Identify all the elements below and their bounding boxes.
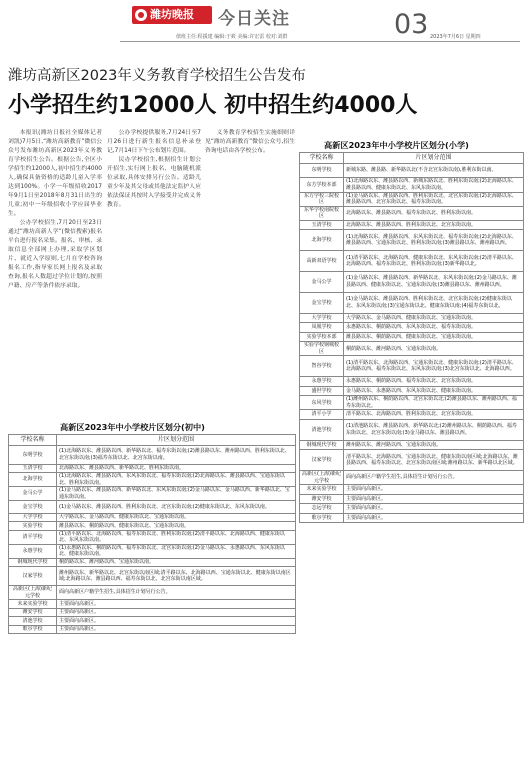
district-range-cell: 大学路以东、金马路以西、健康东街以北、宝通东街以南。: [57, 513, 296, 522]
table-row: [300, 419, 524, 440]
table-row: [300, 313, 524, 323]
district-range-cell: (1)金马路以东、潍县路以西、胜利东街以北、北宫东街以南;(2)北海路以东、潍县路以西、北宫东街以北、福寿东街以南。: [344, 192, 524, 206]
page-number: 03: [394, 9, 429, 40]
article-column-3: [205, 129, 295, 419]
district-range-cell: (1)北海路以东、潍县路以西、新城东路以北、胜利东街以南;(2)北海路以东、潍县路以西、健康东街以北、东风东街以南。: [344, 178, 524, 192]
district-range-cell: 新城东路、潍县路、新华路以北(不含北宫东街以南),胜利东街以南。: [344, 164, 524, 178]
district-range-cell: 潍县路以东、桐荫路以西、健康东街以北、宝通东街以南。: [344, 332, 524, 342]
district-range-cell: 面向高新区户籍学生招生,具体招生计划另行公告。: [344, 471, 524, 485]
table-row: [300, 323, 524, 333]
school-name-cell: 东方学校三院校区: [300, 192, 344, 206]
school-name-cell: 志远学校: [300, 504, 344, 514]
school-name-cell: 金马公学: [9, 487, 57, 501]
table-row: [9, 567, 296, 586]
district-range-cell: 主要面向高新区。: [57, 617, 296, 626]
table-header-row: [9, 435, 296, 446]
table-row: [300, 332, 524, 342]
district-range-cell: (1)永惠路以东、桐荫路以西、福寿东街以北、北宫东街以南;(2)金马路以东、永惠路以西、东风东街以北、健康东街以南。: [57, 544, 296, 558]
school-name-cell: 歌尔学校: [300, 513, 344, 523]
table-header-school: 学校名称: [9, 435, 57, 446]
table-row: [300, 292, 524, 313]
primary-school-table-title: 高新区2023年中小学校片区划分(小学): [324, 140, 469, 150]
table-row: [300, 513, 524, 523]
district-range-cell: (1)潍州路以东、桐荫路以西、北宫东街以北;(2)潍县路以东、潍州路以西、福寿东街以北。: [344, 396, 524, 410]
district-range-cell: (1)金马路以东、潍县路以西、胜利东街以北、北宫东街以南;(2)健康东街以北、东风东街以南;(3)宝通东街以北、健康东街以南;(4)福寿东街以北。: [344, 292, 524, 313]
masthead: [0, 0, 530, 40]
table-row: [300, 485, 524, 495]
table-row: [300, 356, 524, 377]
table-row: [9, 600, 296, 609]
article-column-2: [107, 129, 201, 419]
school-name-cell: 高新区(上海)新纪元学校: [9, 586, 57, 600]
district-range-cell: (1)清平路以东、北海路以西、健康东街以北、东风东街以南;(2)清平路以东、北海路以西、福寿东街以北、胜利东街以南;(3)新华路以北。: [344, 251, 524, 272]
table-row: [9, 530, 296, 544]
school-name-cell: 大学学校: [9, 513, 57, 522]
table-row: [300, 377, 524, 387]
table-row: [300, 440, 524, 450]
table-row: [300, 220, 524, 230]
table-row: [9, 544, 296, 558]
table-row: [300, 272, 524, 293]
table-row: [9, 617, 296, 626]
table-row: [300, 230, 524, 251]
district-range-cell: 主要面向高新区。: [57, 608, 296, 617]
district-range-cell: (1)金马路以东、潍县路以西、新华路以北、东风东街以南;(2)金马路以东、潍县路以西、健康东街以北、宝通东街以南;(3)潍县路以东、潍州路以西。: [344, 272, 524, 293]
table-row: [9, 446, 296, 465]
article-paragraph: 公办学校招生,7月20日至23日通过“潍坊高新人学”(微信搜索)报名平台进行报名采集。报名、审核、录取信息全部网上办理,采取学区划片、就近入学原则,七月在学校咨询报名工作,指导家长网上报名及录取查询,报名人数超过学位计划的,按照户籍、房产等条件依序录取。: [8, 220, 102, 289]
table-row: [300, 386, 524, 396]
table-row: [9, 586, 296, 600]
date-line: 2023年7月6日 星期四: [430, 34, 481, 40]
district-range-cell: 永惠路以东、桐荫路以西、东风东街以北、福寿东街以南。: [344, 323, 524, 333]
school-name-cell: 潍安学校: [9, 608, 57, 617]
headline-subtitle: 潍坊高新区2023年义务教育学校招生公告发布: [8, 68, 306, 84]
school-name-cell: 潍安学校: [300, 494, 344, 504]
school-name-cell: 智谷学校: [300, 356, 344, 377]
middle-school-district-table: [8, 434, 296, 634]
school-name-cell: 高新区(上海)新纪元学校: [300, 471, 344, 485]
school-name-cell: 钢城现代学校: [9, 558, 57, 567]
district-range-cell: (1)清池路以东、潍县路以西、新华路以北;(2)潍州路以东、桐荫路以西、福寿东街以北、北宫东街以南;(3)金马路以东、潍县路以西。: [344, 419, 524, 440]
school-name-cell: 实验学校本部: [300, 332, 344, 342]
district-range-cell: 主要面向高新区。: [344, 513, 524, 523]
headline-main: 小学招生约12000人 初中招生约4000人: [8, 93, 418, 118]
district-range-cell: 主要面向高新区。: [57, 625, 296, 634]
district-range-cell: 桐荫路以东、潍河路以西、宝通东街以南。: [57, 558, 296, 567]
district-range-cell: (1)北海路以东、潍县路以西、东风东街以北、福寿东街以南;(2)北海路以东、潍县路以西、宝通东街以北、胜利东街以南。: [57, 473, 296, 487]
school-name-cell: 北海学校: [300, 230, 344, 251]
school-name-cell: 汉家学校: [300, 450, 344, 471]
district-range-cell: (1)北海路以东、潍县路以西、新华路以北、福寿东街以南;(2)潍县路以东、潍州路以西、胜利东街以北、北宫东街以南;(3)福寿东街以北、北宫东街以南。: [57, 446, 296, 465]
table-row: [9, 522, 296, 531]
school-name-cell: 汉家学校: [9, 567, 57, 586]
district-range-cell: 北海路以东、潍县路以西、新华路以北、胜利东街以南。: [57, 464, 296, 473]
table-row: [300, 471, 524, 485]
table-row: [300, 396, 524, 410]
article-paragraph: 本报讯(潍坊日报社全媒体记者刘凯)7月5日,“潍坊高新教育”微信公众号发布潍坊高新区2023年义务教育学校招生公告。根据公告,全区小学招生约12000人,初中招生约4000人,确保具备资格的适龄儿童入学率达到100%。小学一年级招收2017年9月1日至2018年8月31日出生的儿童;初中一年级招收小学应届毕业生。: [8, 130, 102, 217]
school-name-cell: 金马公学: [300, 272, 344, 293]
header-rule: [120, 41, 520, 42]
school-name-cell: 实验学校: [9, 522, 57, 531]
table-row: [9, 464, 296, 473]
district-range-cell: 北海路以东、潍县路以西、胜利东街以北、北宫东街以南。: [344, 220, 524, 230]
district-range-cell: 大学路以东、金马路以西、健康东街以北、宝通东街以南。: [344, 313, 524, 323]
table-row: [9, 625, 296, 634]
table-row: [300, 192, 524, 206]
district-range-cell: 北海路以东、潍县路以西、福寿东街以北、胜利东街以南。: [344, 206, 524, 220]
school-name-cell: 东明学校: [9, 446, 57, 465]
district-range-cell: 潍县路以东、桐荫路以西、健康东街以北、宝通东街以南。: [57, 522, 296, 531]
school-name-cell: 实验学校钢城校区: [300, 342, 344, 356]
table-row: [9, 558, 296, 567]
school-name-cell: 盛世学校: [300, 386, 344, 396]
district-range-cell: 桐荫路以东、潍河路以西、宝通东街以南。: [344, 342, 524, 356]
district-range-cell: 主要面向高新区。: [344, 494, 524, 504]
school-name-cell: 东华学校南院校区: [300, 206, 344, 220]
section-title: 今日关注: [218, 9, 290, 29]
school-name-cell: 金宝学校: [300, 292, 344, 313]
table-row: [9, 487, 296, 501]
district-range-cell: 面向高新区户籍学生招生,具体招生计划另行公告。: [57, 586, 296, 600]
school-name-cell: 玉清学校: [9, 464, 57, 473]
school-name-cell: 凤凰学校: [300, 323, 344, 333]
school-name-cell: 高新双语学校: [300, 251, 344, 272]
district-range-cell: (1)清平路以东、北海路以西、宝通东街以北、健康东街以南;(2)清平路以东、北海路以西、福寿东街以北、东风东街以南;(3)北宫东街以北、北海路以西。: [344, 356, 524, 377]
school-name-cell: 大学学校: [300, 313, 344, 323]
district-range-cell: 清平路以东、北海路以西、胜利东街以北、北宫东街以南。: [344, 410, 524, 420]
table-row: [300, 342, 524, 356]
school-name-cell: 永惠学校: [300, 377, 344, 387]
table-row: [9, 608, 296, 617]
school-name-cell: 东方学校本部: [300, 178, 344, 192]
district-range-cell: 主要面向高新区。: [344, 504, 524, 514]
table-header-range: 片区划分范围: [57, 435, 296, 446]
school-name-cell: 清池学校: [9, 617, 57, 626]
table-row: [9, 513, 296, 522]
district-range-cell: (1)金马路以东、潍县路以西、胜利东街以北、北宫东街以南;(2)健康东街以北、东风东街以南。: [57, 501, 296, 514]
article-paragraph: 义务教育学校招生实施细则详见“潍坊高新教育”微信公众号,招生咨询电话由各学校公布。: [205, 130, 295, 154]
district-range-cell: (1)北海路以东、潍县路以西、东风东街以北、福寿东街以南;(2)北海路以东、潍县路以西、宝通东街以北、胜利东街以南;(3)潍县路以东、潍州路以西。: [344, 230, 524, 251]
district-range-cell: 潍州路以东、新华路以北、北宫东街以南区域;清平路以东、北海路以西、宝通东街以北、健康东街以南区域;北海路以东、潍县路以西、福寿东街以北、北宫东街以南区域。: [57, 567, 296, 586]
logo-emblem-icon: [135, 9, 147, 21]
table-row: [300, 504, 524, 514]
district-range-cell: (1)清平路以东、北海路以西、福寿东街以北、胜利东街以南;(2)清平路以东、北海路以西、健康东街以北、东风东街以南。: [57, 530, 296, 544]
district-range-cell: 主要面向高新区。: [344, 485, 524, 495]
school-name-cell: 钢城现代学校: [300, 440, 344, 450]
school-name-cell: 金宝学校: [9, 501, 57, 514]
table-row: [300, 251, 524, 272]
article-paragraph: 公办学校提供服务,7月24日至7月26日进行新生报名信息补录登记,7月14日下午公布划片范围。: [107, 130, 201, 154]
table-row: [300, 164, 524, 178]
table-row: [300, 494, 524, 504]
school-name-cell: 北海学校: [9, 473, 57, 487]
middle-school-table-title: 高新区2023年中小学校片区划分(初中): [60, 422, 205, 432]
table-header-row: [300, 153, 524, 164]
table-header-school: 学校名称: [300, 153, 344, 164]
table-row: [9, 501, 296, 514]
article-paragraph: 民办学校招生,根据招生计划公开招生,实行网上报名、电脑随机派位录取,具体安排另行公告。适龄儿童少年及其父母或其他法定监护人应依法保证其按时入学接受并完成义务教育。: [107, 157, 201, 208]
district-range-cell: 永惠路以东、桐荫路以西、福寿东街以北、北宫东街以南。: [344, 377, 524, 387]
table-header-range: 片区划分范围: [344, 153, 524, 164]
table-row: [300, 206, 524, 220]
school-name-cell: 未来实验学校: [9, 600, 57, 609]
editor-line: 值班主任:程援建 编辑:于筱 美编:许宏雷 校对:刘群: [176, 34, 288, 40]
district-range-cell: 清平路以东、北海路以西、宝通东街以北、健康东街以南区域;北海路以东、潍县路以西、福寿东街以北、北宫东街以南区域;潍州路以东、新华路以北区域。: [344, 450, 524, 471]
school-name-cell: 东明学校: [300, 164, 344, 178]
table-row: [300, 178, 524, 192]
table-row: [300, 450, 524, 471]
table-row: [9, 473, 296, 487]
school-name-cell: 歌尔学校: [9, 625, 57, 634]
district-range-cell: (1)金马路以东、潍县路以西、新华路以北、东风东街以南;(2)金马路以东、金马路以西、新华路以北、宝通东街以南。: [57, 487, 296, 501]
primary-school-district-table: [299, 152, 524, 523]
school-name-cell: 清平小学: [300, 410, 344, 420]
school-name-cell: 未来实验学校: [300, 485, 344, 495]
school-name-cell: 清池学校: [300, 419, 344, 440]
school-name-cell: 玉清学校: [300, 220, 344, 230]
school-name-cell: 清平学校: [9, 530, 57, 544]
district-range-cell: 金马路以东、永惠路以西、东风东街以北、健康东街以南。: [344, 386, 524, 396]
school-name-cell: 东风学校: [300, 396, 344, 410]
district-range-cell: 主要面向高新区。: [57, 600, 296, 609]
district-range-cell: 潍州路以东、潍河路以西、宝通东街以南。: [344, 440, 524, 450]
newspaper-logo: 潍坊晚报: [132, 6, 212, 24]
article-column-1: [8, 129, 102, 419]
table-row: [300, 410, 524, 420]
school-name-cell: 永惠学校: [9, 544, 57, 558]
